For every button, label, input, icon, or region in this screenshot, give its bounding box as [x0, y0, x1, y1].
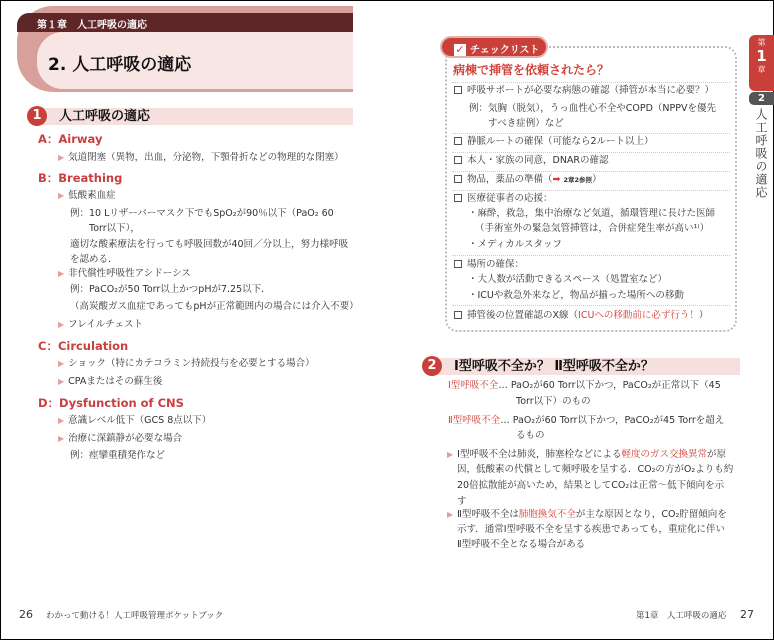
divider — [452, 190, 730, 191]
triangle-icon: ▶ — [58, 377, 65, 386]
note-text: （高炭酸ガス血症であってもpHが正常範囲内の場合には介入不要） — [70, 301, 359, 312]
definition-type2: Ⅱ型呼吸不全… PaO₂が60 Torr以下かつ，PaCO₂が45 Torrを超え — [448, 415, 725, 426]
triangle-icon: ▶ — [58, 320, 65, 329]
example-text: 例：10 Lリザーバーマスク下でもSpO₂が90％以下（PaO₂ 60 — [70, 208, 334, 219]
divider — [452, 255, 730, 256]
sub-item: （手術室外の緊急気管挿管は，合併症発生率が高い¹⁾） — [475, 223, 710, 234]
page-number-left: 26 — [19, 608, 33, 621]
list-item: ▶ 非代償性呼吸性アシドーシス — [58, 268, 191, 279]
checkbox[interactable] — [454, 194, 462, 202]
checklist-item: 本人・家族の同意，DNARの確認 — [454, 154, 609, 168]
paragraph-text: Ⅱ型呼吸不全となる場合がある — [457, 539, 586, 550]
list-item: ▶ ショック（特にカテコラミン持続投与を必要とする場合） — [58, 358, 315, 369]
list-item: ▶ 意識レベル低下（GCS 8点以下） — [58, 415, 212, 426]
list-item: ▶ 気道閉塞（異物，出血，分泌物，下顎骨折などの物理的な閉塞） — [58, 152, 344, 163]
checkbox-icon: ✓ — [455, 43, 465, 56]
triangle-icon: ▶ — [58, 359, 65, 368]
section-number: 1 — [27, 106, 47, 126]
triangle-icon: ▶ — [58, 434, 65, 443]
heading-cns: D：Dysfunction of CNS — [38, 396, 184, 410]
sub-item: ・メディカルスタッフ — [468, 239, 562, 250]
divider — [452, 152, 730, 153]
sub-item: ・ICUや救急外来など，物品が揃った場所への移動 — [468, 290, 684, 301]
paragraph-text: す — [457, 496, 467, 507]
running-footer: 第1章 人工呼吸の適応 — [636, 611, 727, 621]
triangle-icon: ▶ — [447, 450, 454, 459]
page-number-right: 27 — [740, 608, 754, 621]
paragraph-text: 因，低酸素の代償として頻呼吸を呈する．CO₂の方がO₂よりも約 — [457, 464, 734, 475]
paragraph-text: 20倍拡散能が高いため，結果としてCO₂は正常〜低下傾向を示 — [457, 480, 725, 491]
divider — [452, 133, 730, 134]
checklist-item: 呼吸サポートが必要な病態の確認（挿管が本当に必要？） — [454, 84, 714, 98]
checklist-item: 静脈ルートの確保（可能なら2ルート以上） — [454, 135, 654, 149]
arrow-right-icon: ➡ — [552, 174, 561, 185]
example-text: すべき症例）など — [488, 118, 564, 129]
triangle-icon: ▶ — [447, 510, 454, 519]
list-item: ▶ フレイルチェスト — [58, 319, 144, 330]
checklist-item: 物品，薬品の準備（➡ 2章2参照） — [454, 173, 602, 187]
chapter-bar: 第１章 人工呼吸の適応 — [17, 13, 353, 32]
triangle-icon: ▶ — [58, 191, 65, 200]
note-text: を認める． — [70, 254, 118, 265]
section-number: 2 — [422, 356, 442, 376]
list-item: ▶ 治療に深鎮静が必要な場合 — [58, 433, 183, 444]
definition-type1: Ⅰ型呼吸不全… PaO₂が60 Torr以下かつ，PaCO₂が正常以下（45 — [448, 380, 721, 391]
sub-item: ・大人数が活動できるスペース（処置室など） — [468, 274, 668, 285]
checkbox[interactable] — [454, 311, 462, 319]
checklist-item: 医療従事者の応援： — [454, 192, 553, 206]
chapter-side-tab[interactable]: 第 1 章 — [749, 35, 774, 91]
definition-text: Torr以下）のもの — [516, 396, 591, 407]
checkbox[interactable] — [454, 156, 462, 164]
heading-circulation: C：Circulation — [38, 339, 129, 353]
triangle-icon: ▶ — [58, 269, 65, 278]
section-title: Ⅰ型呼吸不全か？ Ⅱ型呼吸不全か？ — [454, 359, 654, 374]
section-title: 人工呼吸の適応 — [59, 109, 151, 124]
checklist-item: 場所の確保： — [454, 258, 524, 272]
section-side-tab[interactable]: 2 — [749, 92, 774, 105]
checkbox[interactable] — [454, 86, 462, 94]
example-text: Torr以下）， — [89, 223, 140, 234]
list-item: ▶ 低酸素血症 — [58, 190, 116, 201]
cross-reference[interactable]: 2章2参照 — [563, 176, 593, 184]
list-item: ▶ CPAまたはその蘇生後 — [58, 376, 163, 387]
example-text: 例：気胸（脱気），うっ血性心不全やCOPD（NPPVを優先 — [469, 103, 716, 114]
checkbox[interactable] — [454, 175, 462, 183]
paragraph-text: 示す．通常Ⅰ型呼吸不全を呈する疾患であっても，重症化に伴い — [457, 524, 725, 535]
book-title: わかって動ける！人工呼吸管理ポケットブック — [46, 611, 224, 621]
checklist-tab: ✓ チェックリスト — [440, 36, 548, 58]
side-tab-title: 人工呼吸の適応 — [754, 108, 768, 199]
divider — [452, 82, 730, 83]
heading-breathing: B：Breathing — [38, 171, 123, 185]
example-text: 例：痙攣重積発作など — [70, 450, 166, 461]
triangle-icon: ▶ — [58, 416, 65, 425]
paragraph-type1: ▶ Ⅰ型呼吸不全は肺炎，肺塞栓などによる軽度のガス交換異常が原 — [447, 449, 726, 460]
paragraph-type2: ▶ Ⅱ型呼吸不全は肺胞換気不全が主な原因となり，CO₂貯留傾向を — [447, 509, 727, 520]
page-title: 2. 人工呼吸の適応 — [48, 55, 192, 75]
checklist-item: 挿管後の位置確認のX線（ICUへの移動前に必ず行う！） — [454, 309, 708, 323]
heading-airway: A：Airway — [38, 132, 103, 146]
sub-item: ・麻酔，救急，集中治療など気道，循環管理に長けた医師 — [468, 208, 716, 219]
section-heading-2 — [427, 358, 740, 375]
definition-text: るもの — [516, 430, 545, 441]
note-text: 適切な酸素療法を行っても呼吸回数が40回／分以上，努力様呼吸 — [70, 239, 349, 250]
divider — [452, 305, 730, 306]
section-heading-1 — [32, 108, 353, 125]
example-text: 例：PaCO₂が50 Torr以上かつpHが7.25以下． — [70, 284, 271, 295]
checklist-title: 病棟で挿管を依頼されたら？ — [453, 63, 610, 77]
checkbox[interactable] — [454, 260, 462, 268]
triangle-icon: ▶ — [58, 153, 65, 162]
divider — [452, 171, 730, 172]
checkbox[interactable] — [454, 137, 462, 145]
